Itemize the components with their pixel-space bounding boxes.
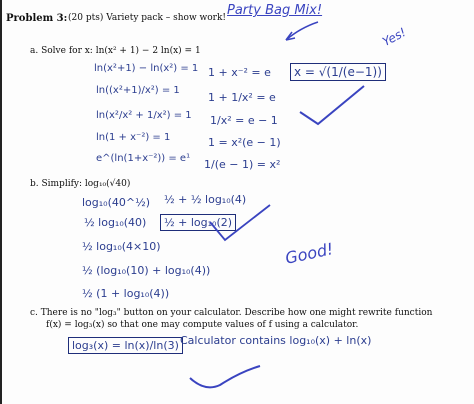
part-c-prompt-line2: f(x) = log₃(x) so that one may compute values of f using a calculator. (46, 320, 359, 330)
part-a-work-right-3: 1/x² = e − 1 (210, 114, 278, 127)
part-b-answer: ½ + log₁₀(2) (160, 214, 236, 231)
grader-note-header: Party Bag Mix! (227, 3, 323, 18)
checkmark-icon (190, 366, 260, 387)
part-a-work-left-4: ln(1 + x⁻²) = 1 (96, 132, 171, 143)
part-a-answer: x = √(1/(e−1)) (290, 63, 386, 81)
part-a-work-right-2: 1 + 1/x² = e (208, 91, 276, 104)
problem-label: Problem 3: (6, 13, 68, 24)
part-a-work-right-5: 1/(e − 1) = x² (204, 158, 281, 171)
part-b-work-left-1: log₁₀(40^½) (82, 196, 151, 209)
part-a-work-right-4: 1 = x²(e − 1) (208, 136, 281, 149)
part-a-work-left-5: e^(ln(1+x⁻²)) = e¹ (96, 153, 191, 164)
checkmark-icon (210, 205, 270, 240)
part-c-prompt-line1: c. There is no "log₃" button on your calculator. Describe how one might rewrite function (30, 308, 433, 318)
part-a-work-left-1: ln(x²+1) − ln(x²) = 1 (94, 63, 199, 74)
part-b-work-left-5: ½ (1 + log₁₀(4)) (82, 287, 170, 300)
arrow-icon (286, 22, 318, 40)
checkmark-icon (300, 86, 364, 124)
part-b-work-left-3: ½ log₁₀(4×10) (82, 240, 161, 253)
part-a-work-left-3: ln(x²/x² + 1/x²) = 1 (96, 110, 192, 121)
part-a-work-right-1: 1 + x⁻² = e (208, 66, 271, 79)
part-b-work-left-4: ½ (log₁₀(10) + log₁₀(4)) (82, 264, 211, 277)
part-b-prompt: b. Simplify: log₁₀(√40) (30, 179, 131, 189)
problem-text: (20 pts) Variety pack – show work! (68, 13, 227, 23)
grader-note-part-b: Good! (283, 239, 335, 268)
part-a-prompt: a. Solve for x: ln(x² + 1) − 2 ln(x) = 1 (30, 46, 201, 56)
part-a-work-left-2: ln((x²+1)/x²) = 1 (96, 85, 180, 96)
grader-note-part-a: Yes! (380, 25, 409, 49)
part-c-note: Calculator contains log₁₀(x) + ln(x) (180, 334, 372, 347)
part-b-work-left-2: ½ log₁₀(40) (84, 216, 147, 229)
part-c-answer: log₃(x) = ln(x)/ln(3) (68, 337, 183, 354)
part-b-work-right-1: ½ + ½ log₁₀(4) (164, 193, 247, 206)
